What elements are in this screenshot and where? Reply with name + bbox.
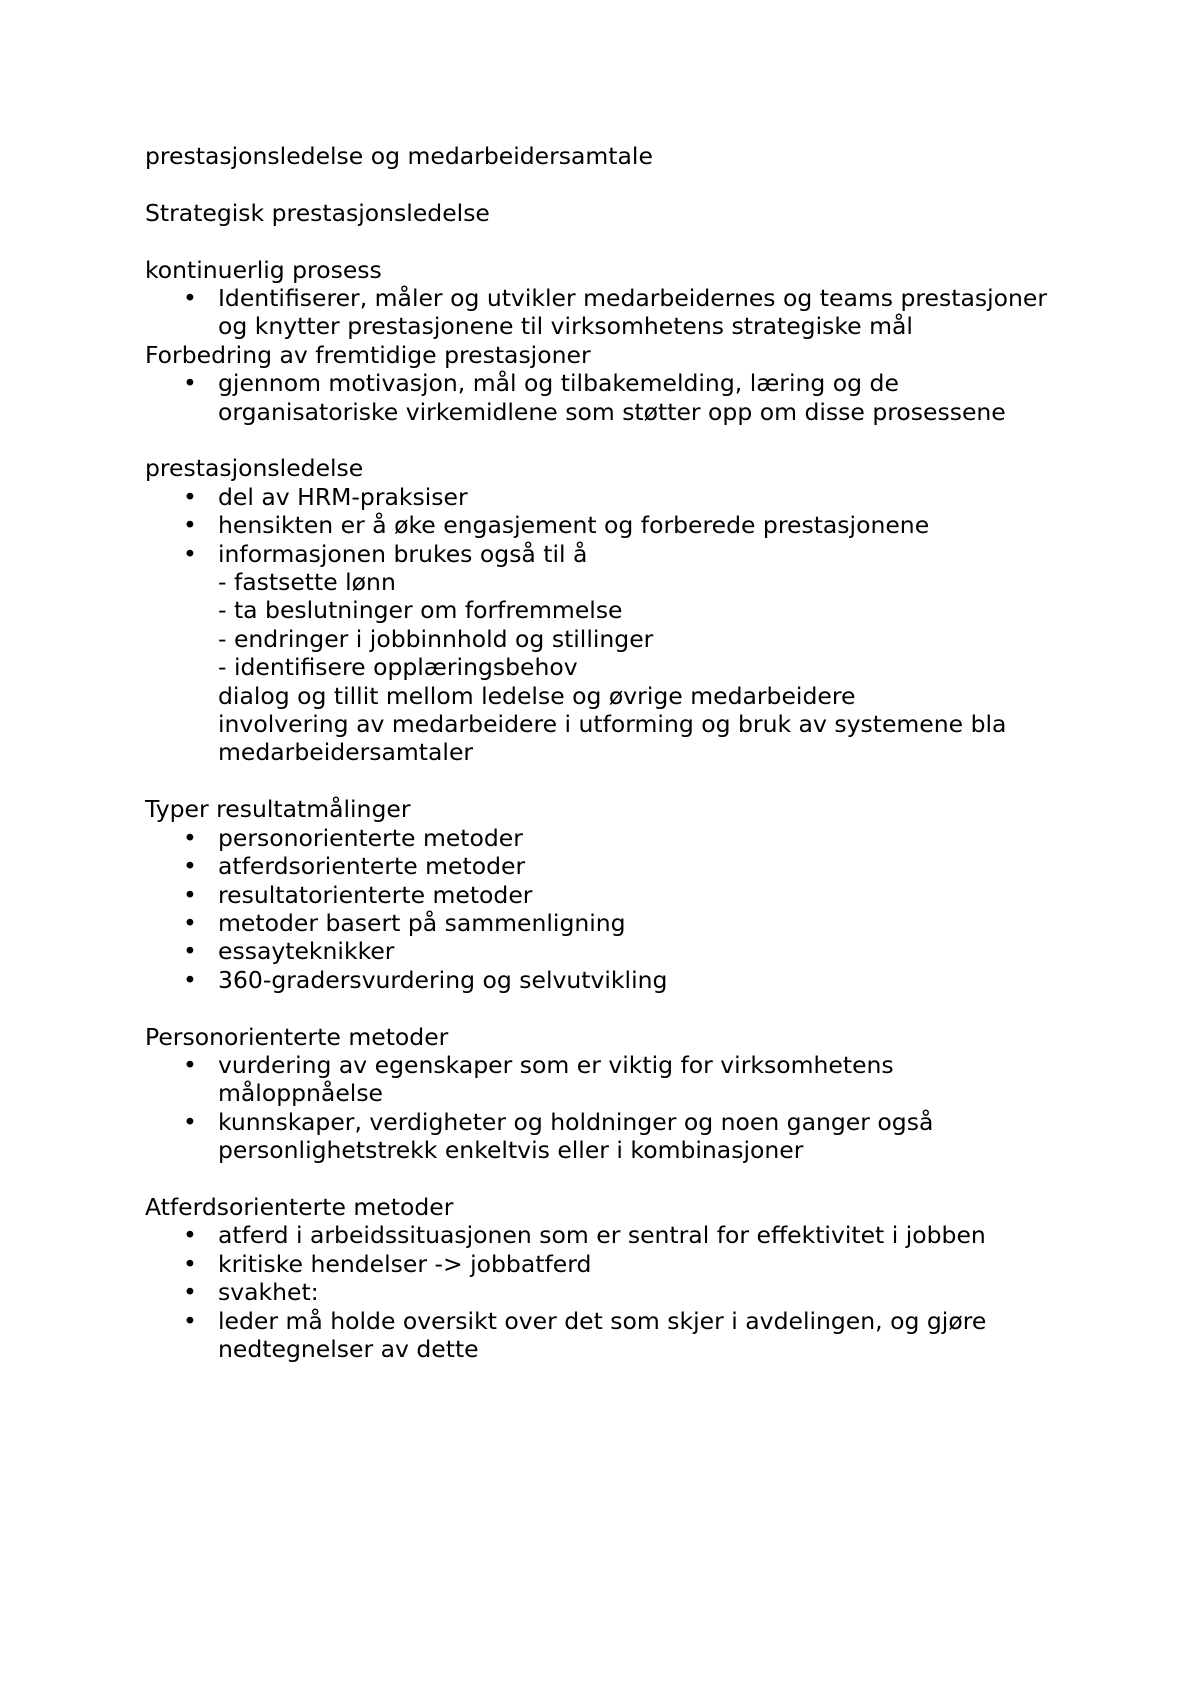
sub-line: dialog og tillit mellom ledelse og øvrige medarbeidere	[218, 681, 856, 710]
section-heading-personorienterte-metoder: Personorienterte metoder	[145, 1022, 449, 1051]
list-item	[145, 511, 1075, 539]
spacer	[145, 170, 1075, 198]
bullet-icon: •	[183, 908, 197, 937]
sub-line: - identifisere opplæringsbehov	[218, 653, 578, 682]
list-item-text: hensikten er å øke engasjement og forberede prestasjonene	[218, 511, 930, 540]
list-item	[145, 937, 1075, 965]
list-item	[145, 1250, 1075, 1278]
document-page	[145, 142, 1075, 1363]
sub-line: involvering av medarbeidere i utforming og bruk av systemene bla	[218, 710, 1007, 739]
bullet-icon: •	[183, 937, 197, 966]
list-item	[145, 284, 1075, 341]
spacer	[145, 994, 1075, 1022]
bullet-icon: •	[183, 369, 197, 398]
list-item	[145, 369, 1075, 426]
bullet-icon: •	[183, 284, 197, 312]
bullet-list	[145, 369, 1075, 426]
spacer	[145, 227, 1075, 255]
list-item-text: personorienterte metoder	[218, 823, 523, 852]
bullet-list	[145, 1051, 1075, 1165]
bullet-icon: •	[183, 539, 197, 568]
list-item	[145, 966, 1075, 994]
sub-line: - fastsette lønn	[218, 568, 396, 597]
sub-line: - ta beslutninger om forfremmelse	[218, 596, 623, 625]
bullet-icon: •	[183, 1107, 197, 1136]
list-item-text: kunnskaper, verdigheter og holdninger og noen ganger også personlighetstrekk enkeltvis eller i kombinasjoner	[218, 1107, 934, 1165]
list-item-text: leder må holde oversikt over det som skjer i avdelingen, og gjøre nedtegnelser av dette	[218, 1306, 987, 1363]
list-item	[145, 852, 1075, 880]
bullet-list	[145, 483, 1075, 568]
list-item	[145, 824, 1075, 852]
list-item	[145, 909, 1075, 937]
document-subtitle: Strategisk prestasjonsledelse	[145, 198, 490, 227]
bullet-icon: •	[183, 1221, 197, 1250]
list-item	[145, 881, 1075, 909]
bullet-icon: •	[183, 965, 197, 994]
bullet-list	[145, 824, 1075, 994]
list-item-text: Identifiserer, måler og utvikler medarbeidernes og teams prestasjoner og knytter prestasjonene til virksomhetens strategiske mål	[218, 284, 1048, 341]
list-item-text: atferd i arbeidssituasjonen som er sentral for effektivitet i jobben	[218, 1221, 986, 1250]
list-item	[145, 1108, 1075, 1165]
list-item-text: metoder basert på sammenligning	[218, 908, 626, 937]
list-item	[145, 1307, 1075, 1364]
bullet-icon: •	[183, 823, 197, 852]
section-heading-forbedring: Forbedring av fremtidige prestasjoner	[145, 340, 591, 369]
list-item	[145, 1278, 1075, 1306]
section-heading-typer-resultatmalinger: Typer resultatmålinger	[145, 795, 411, 824]
bullet-icon: •	[183, 1249, 197, 1278]
bullet-icon: •	[183, 482, 197, 511]
bullet-icon: •	[183, 880, 197, 909]
document-title: prestasjonsledelse og medarbeidersamtale	[145, 142, 653, 170]
bullet-icon: •	[183, 1278, 197, 1307]
list-item-text: 360-gradersvurdering og selvutvikling	[218, 965, 668, 994]
list-item-text: resultatorienterte metoder	[218, 880, 533, 909]
list-item-text: informasjonen brukes også til å	[218, 539, 588, 568]
spacer	[145, 1165, 1075, 1193]
sub-line: medarbeidersamtaler	[218, 738, 474, 767]
list-item-text: kritiske hendelser -> jobbatferd	[218, 1249, 592, 1278]
spacer	[145, 767, 1075, 795]
bullet-icon: •	[183, 511, 197, 540]
section-heading-kontinuerlig-prosess: kontinuerlig prosess	[145, 255, 382, 284]
spacer	[145, 426, 1075, 454]
bullet-icon: •	[183, 852, 197, 881]
list-item-text: svakhet:	[218, 1278, 319, 1307]
list-item-text: gjennom motivasjon, mål og tilbakemelding, læring og de organisatoriske virkemidlene som støtter opp om disse prosessene	[218, 369, 1006, 426]
section-heading-atferdsorienterte-metoder: Atferdsorienterte metoder	[145, 1192, 454, 1221]
bullet-list	[145, 284, 1075, 341]
list-item-text: del av HRM-praksiser	[218, 482, 468, 511]
list-item	[145, 1221, 1075, 1249]
list-item	[145, 483, 1075, 511]
list-item-text: essayteknikker	[218, 937, 395, 966]
sub-line: - endringer i jobbinnhold og stillinger	[218, 624, 654, 653]
list-item-text: atferdsorienterte metoder	[218, 852, 526, 881]
list-item-text: vurdering av egenskaper som er viktig for virksomhetens måloppnåelse	[218, 1050, 894, 1108]
list-item	[145, 1051, 1075, 1108]
bullet-icon: •	[183, 1306, 197, 1335]
list-item	[145, 540, 1075, 568]
bullet-icon: •	[183, 1050, 197, 1079]
bullet-list	[145, 1221, 1075, 1363]
section-heading-prestasjonsledelse: prestasjonsledelse	[145, 454, 364, 483]
